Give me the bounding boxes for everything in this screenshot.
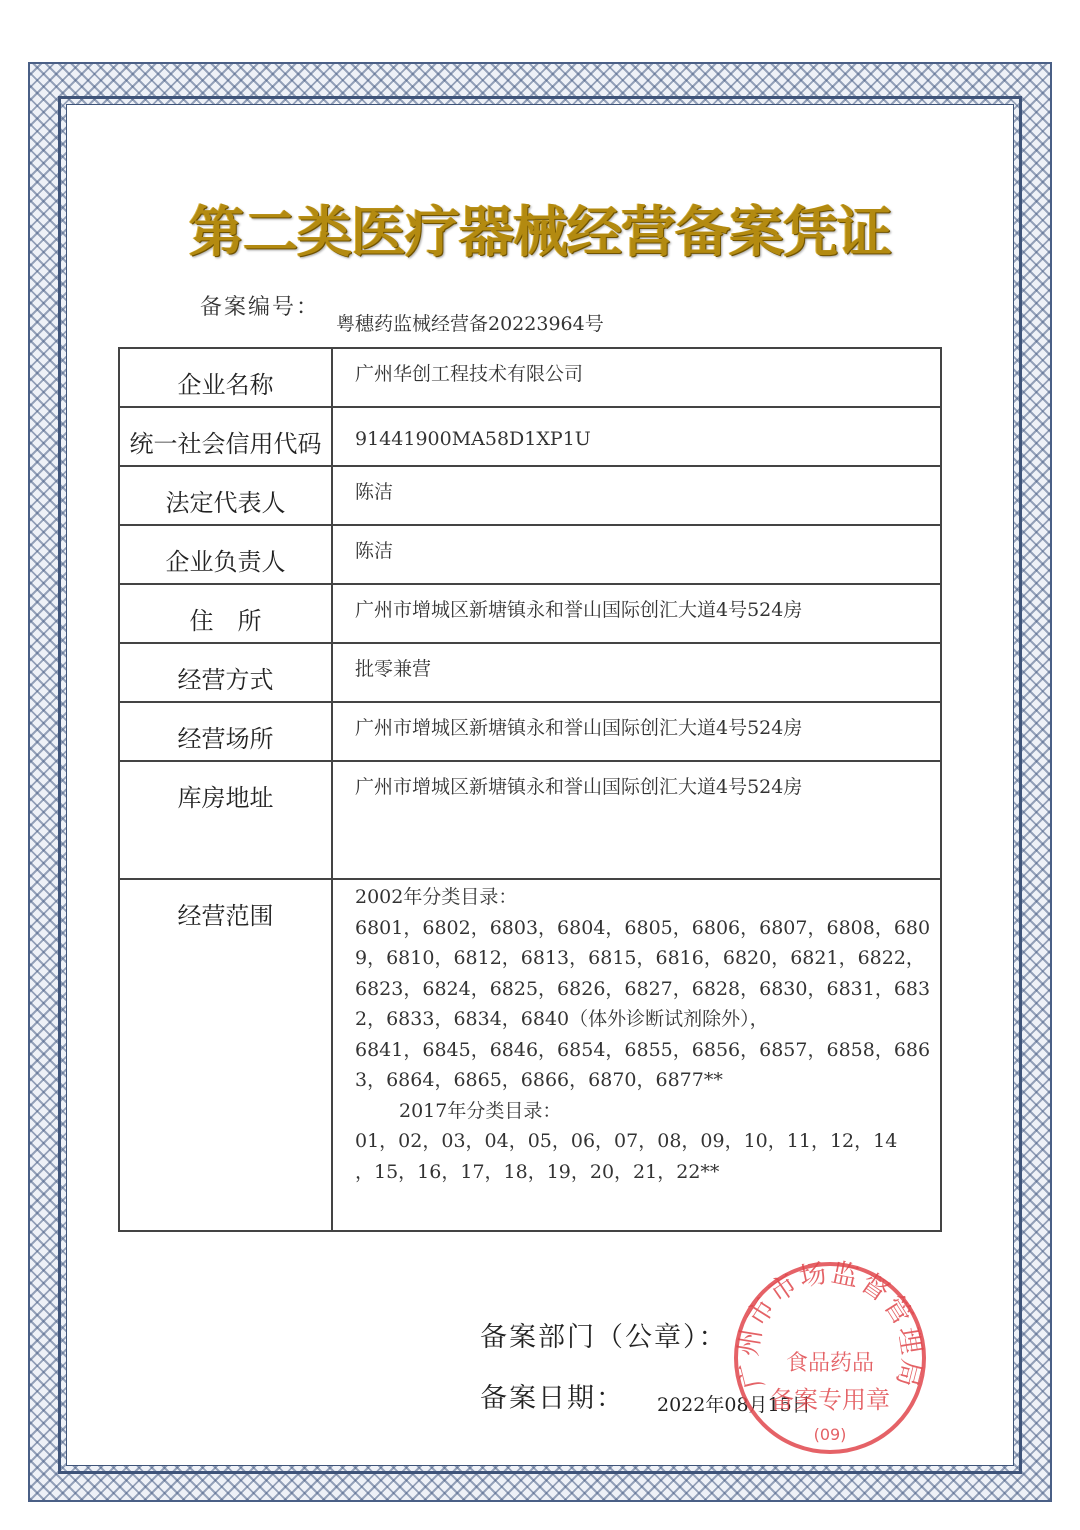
table-row <box>119 584 941 643</box>
row-value-warehouse-address: 广州市增城区新塘镇永和誉山国际创汇大道4号524房 <box>332 761 941 879</box>
filing-department-label: 备案部门（公章）： <box>480 1322 728 1353</box>
row-label-business-mode: 经营方式 <box>119 643 332 702</box>
row-label-domicile: 住 所 <box>119 584 332 643</box>
scope-line: ，15，16，17，18，19，20，21，22** <box>355 1160 720 1183</box>
table-row <box>119 702 941 761</box>
row-label-warehouse-address: 库房地址 <box>119 761 332 879</box>
svg-text:备案专用章: 备案专用章 <box>770 1386 890 1414</box>
row-value-domicile: 广州市增城区新塘镇永和誉山国际创汇大道4号524房 <box>332 584 941 643</box>
row-value-company-name: 广州华创工程技术有限公司 <box>332 348 941 407</box>
table-row <box>119 761 941 879</box>
table-row <box>119 643 941 702</box>
row-value-credit-code: 91441900MA58D1XP1U <box>332 407 941 466</box>
scope-line: 3，6864，6865，6866，6870，6877** <box>355 1069 723 1091</box>
table-row <box>119 348 941 407</box>
scope-line: 2017年分类目录： <box>399 1099 562 1122</box>
row-label-credit-code: 统一社会信用代码 <box>119 407 332 466</box>
row-value-business-premises: 广州市增城区新塘镇永和誉山国际创汇大道4号524房 <box>332 702 941 761</box>
scope-line: 6801，6802，6803，6804，6805，6806，6807，6808，680 <box>355 916 931 939</box>
certificate-title: 第二类医疗器械经营备案凭证 <box>188 199 891 264</box>
svg-text:(09): (09) <box>813 1425 847 1444</box>
row-value-business-scope <box>332 879 941 1231</box>
table-row <box>119 407 941 466</box>
official-seal <box>730 1258 930 1458</box>
info-table <box>118 347 942 1232</box>
scope-line: 2，6833，6834，6840（体外诊断试剂除外）， <box>355 1008 769 1030</box>
row-label-company-name: 企业名称 <box>119 348 332 407</box>
registration-number-value: 粤穗药监械经营备20223964号 <box>336 313 604 335</box>
scope-line: 6841，6845，6846，6854，6855，6856，6857，6858，686 <box>355 1038 931 1061</box>
filing-date-label: 备案日期： <box>480 1383 625 1414</box>
scope-line: 6823，6824，6825，6826，6827，6828，6830，6831，683 <box>355 977 931 1000</box>
scope-line: 9，6810，6812，6813，6815，6816，6820，6821，6822， <box>355 947 925 969</box>
row-label-person-in-charge: 企业负责人 <box>119 525 332 584</box>
scope-line: 01，02，03，04，05，06，07，08，09，10，11，12，14 <box>355 1130 898 1152</box>
table-row <box>119 466 941 525</box>
row-value-person-in-charge: 陈洁 <box>332 525 941 584</box>
table-row <box>119 879 941 1231</box>
row-label-business-premises: 经营场所 <box>119 702 332 761</box>
row-value-business-mode: 批零兼营 <box>332 643 941 702</box>
filing-date-value: 2022年08月15日 <box>657 1394 811 1416</box>
row-value-legal-representative: 陈洁 <box>332 466 941 525</box>
table-row <box>119 525 941 584</box>
scope-line: 2002年分类目录： <box>355 886 518 908</box>
registration-number-label: 备案编号： <box>200 295 321 320</box>
row-label-legal-representative: 法定代表人 <box>119 466 332 525</box>
row-label-business-scope: 经营范围 <box>119 879 332 1231</box>
svg-text:食品药品: 食品药品 <box>785 1351 875 1376</box>
svg-text:广州市市场监督管理局: 广州市市场监督管理局 <box>732 1258 928 1392</box>
